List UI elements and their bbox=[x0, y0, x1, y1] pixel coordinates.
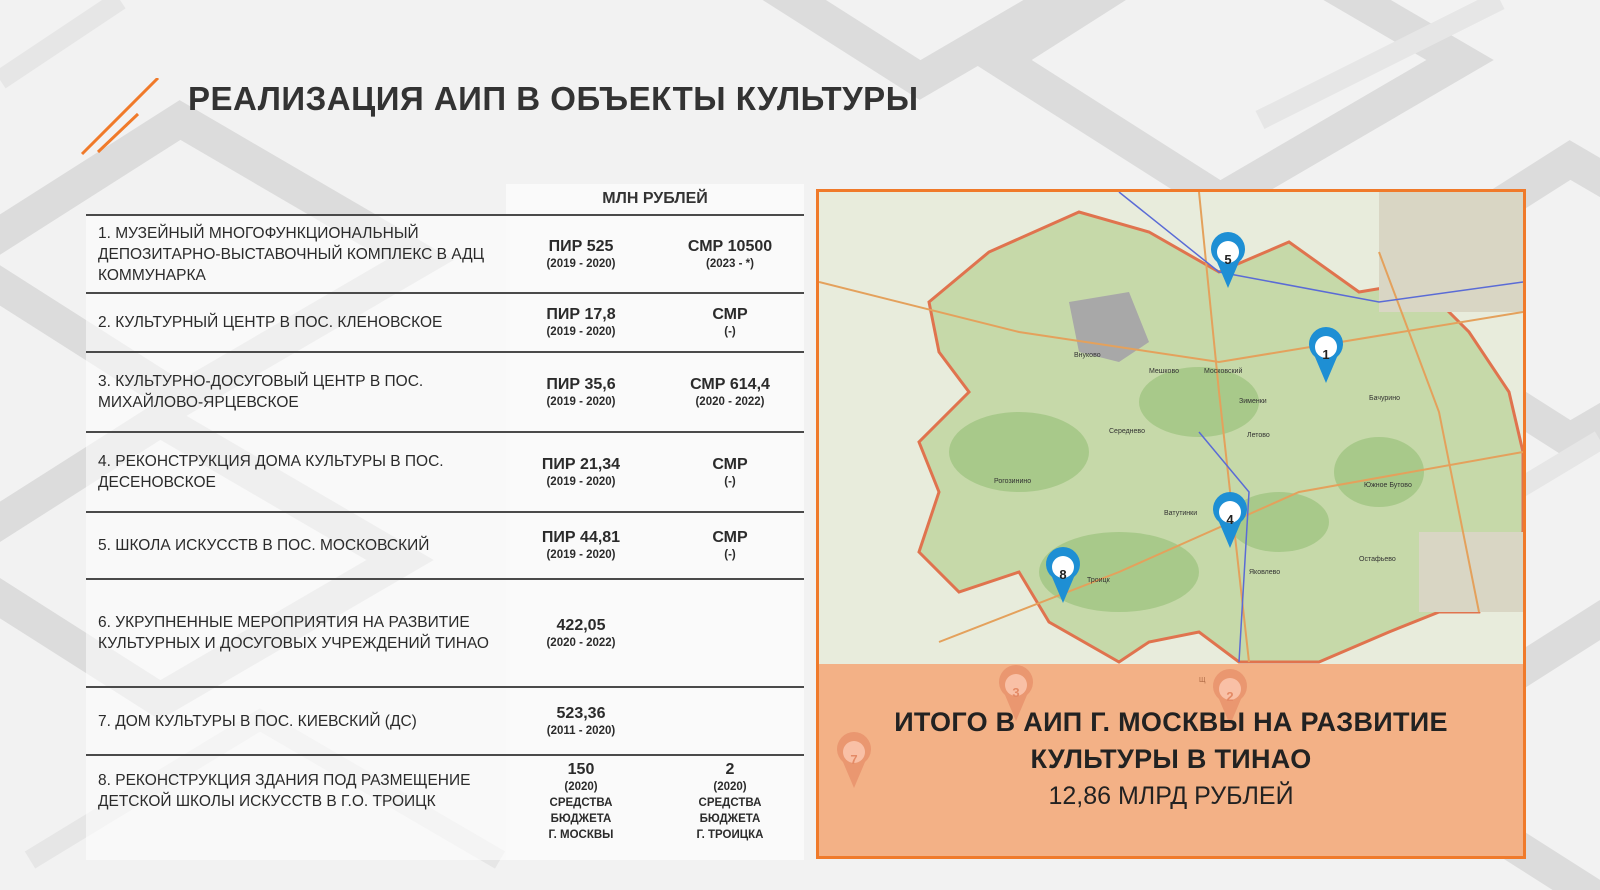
cell-value: 422,05 bbox=[556, 616, 606, 634]
table-row bbox=[86, 578, 804, 686]
cell-period: (-) bbox=[724, 549, 736, 561]
cell-value: 523,36 bbox=[556, 704, 606, 722]
cell-detail: (2020) bbox=[564, 781, 598, 793]
amount-cell bbox=[506, 688, 656, 754]
pir-cell bbox=[506, 294, 656, 351]
table-rows bbox=[86, 214, 804, 874]
smr-cell bbox=[656, 513, 804, 578]
pin-number: 1 bbox=[1322, 347, 1330, 362]
row-name: 4. РЕКОНСТРУКЦИЯ ДОМА КУЛЬТУРЫ В ПОС. ДЕСЕНОВСКОЕ bbox=[98, 453, 444, 491]
place-label: Мешково bbox=[1149, 368, 1179, 375]
table-row bbox=[86, 292, 804, 351]
table-row bbox=[86, 511, 804, 578]
amount-cell bbox=[506, 580, 656, 686]
cell-period: (2019 - 2020) bbox=[546, 549, 616, 561]
cell-value: 2 bbox=[725, 761, 735, 778]
troitsk-budget-cell bbox=[656, 756, 804, 874]
table-row bbox=[86, 754, 804, 874]
place-label: Ватутинки bbox=[1164, 510, 1198, 517]
cell-detail: (2020) bbox=[713, 781, 747, 793]
place-label: Остафьево bbox=[1359, 556, 1396, 563]
pir-cell bbox=[506, 433, 656, 511]
cell-detail: СРЕДСТВА bbox=[549, 797, 613, 809]
pir-cell bbox=[506, 513, 656, 578]
place-label: Троицк bbox=[1087, 577, 1110, 584]
cell-period: (2011 - 2020) bbox=[546, 724, 616, 737]
cell-value: СМР bbox=[712, 529, 748, 546]
map-panel bbox=[816, 189, 1526, 859]
table-row bbox=[86, 686, 804, 754]
place-label: Рогозинино bbox=[994, 478, 1032, 485]
cell-value: СМР 10500 bbox=[687, 237, 773, 255]
smr-cell bbox=[656, 433, 804, 511]
cell-period: (2020 - 2022) bbox=[695, 395, 765, 408]
cell-value: ПИР 17,8 bbox=[546, 306, 616, 323]
cell-value: ПИР 525 bbox=[548, 237, 614, 255]
cell-detail: СРЕДСТВА bbox=[698, 797, 762, 809]
cell-period: (2019 - 2020) bbox=[546, 326, 616, 338]
row-name: 6. УКРУПНЕННЫЕ МЕРОПРИЯТИЯ НА РАЗВИТИЕ КУЛЬТУРНЫХ И ДОСУГОВЫХ УЧРЕЖДЕНИЙ ТИНАО bbox=[98, 614, 489, 652]
place-label: Южное Бутово bbox=[1364, 482, 1412, 489]
pin-number: 3 bbox=[1012, 685, 1020, 700]
place-label: Внуково bbox=[1074, 352, 1101, 359]
row-name: 1. МУЗЕЙНЫЙ МНОГОФУНКЦИОНАЛЬНЫЙ ДЕПОЗИТАРНО-ВЫСТАВОЧНЫЙ КОМПЛЕКС В АДЦ КОММУНАРКА bbox=[98, 224, 485, 284]
pin-number: 4 bbox=[1226, 512, 1234, 527]
budget-table bbox=[86, 184, 804, 860]
place-label: Летово bbox=[1247, 432, 1270, 439]
cell-period: (-) bbox=[724, 326, 736, 338]
table-row bbox=[86, 431, 804, 511]
row-name: 2. КУЛЬТУРНЫЙ ЦЕНТР В ПОС. КЛЕНОВСКОЕ bbox=[98, 314, 443, 331]
cell-value: 150 bbox=[567, 761, 595, 778]
cell-period: (-) bbox=[724, 475, 736, 488]
pir-cell bbox=[506, 216, 656, 292]
cell-detail: Г. МОСКВЫ bbox=[548, 829, 614, 841]
moscow-budget-cell bbox=[506, 756, 656, 874]
table-row bbox=[86, 351, 804, 431]
cell-period: (2019 - 2020) bbox=[546, 475, 616, 488]
row-name: 5. ШКОЛА ИСКУССТВ В ПОС. МОСКОВСКИЙ bbox=[98, 537, 430, 554]
cell-value: СМР bbox=[712, 455, 748, 473]
place-label: Московский bbox=[1204, 368, 1243, 375]
pin-number: 8 bbox=[1059, 567, 1067, 582]
cell-value: ПИР 21,34 bbox=[541, 455, 621, 473]
accent-lines bbox=[80, 78, 170, 158]
cell-value: ПИР 35,6 bbox=[546, 375, 616, 393]
row-name: 3. КУЛЬТУРНО-ДОСУГОВЫЙ ЦЕНТР В ПОС. МИХАЙЛОВО-ЯРЦЕВСКОЕ bbox=[98, 373, 424, 411]
summary-line-1: ИТОГО В АИП Г. МОСКВЫ НА РАЗВИТИЕ bbox=[894, 707, 1448, 737]
cell-period: (2023 - *) bbox=[706, 257, 754, 270]
cell-period: (2020 - 2022) bbox=[546, 636, 616, 649]
unit-header: МЛН РУБЛЕЙ bbox=[602, 190, 708, 207]
place-label: Яковлево bbox=[1249, 569, 1281, 576]
pir-cell bbox=[506, 353, 656, 431]
place-label: Середнево bbox=[1109, 428, 1145, 435]
cell-value: СМР 614,4 bbox=[690, 375, 770, 393]
page-title: РЕАЛИЗАЦИЯ АИП В ОБЪЕКТЫ КУЛЬТУРЫ bbox=[188, 80, 919, 117]
cell-value: ПИР 44,81 bbox=[541, 529, 621, 546]
row-name: 8. РЕКОНСТРУКЦИЯ ЗДАНИЯ ПОД РАЗМЕЩЕНИЕ ДЕТСКОЙ ШКОЛЫ ИСКУССТВ В Г.О. ТРОИЦК bbox=[98, 772, 471, 810]
pin-number: 7 bbox=[850, 752, 858, 767]
cell-detail: БЮДЖЕТА bbox=[699, 813, 761, 825]
cell-detail: Г. ТРОИЦКА bbox=[696, 829, 764, 841]
place-label: Бачурино bbox=[1369, 395, 1400, 402]
smr-cell bbox=[656, 294, 804, 351]
cell-value: СМР bbox=[712, 306, 748, 323]
cell-period: (2019 - 2020) bbox=[546, 395, 616, 408]
cell-detail: БЮДЖЕТА bbox=[550, 813, 612, 825]
summary-text bbox=[819, 704, 1523, 814]
table-row bbox=[86, 214, 804, 292]
pin-number: 2 bbox=[1226, 689, 1234, 704]
summary-amount: 12,86 МЛРД РУБЛЕЙ bbox=[1048, 782, 1294, 810]
place-label: Зименки bbox=[1239, 398, 1267, 405]
smr-cell bbox=[656, 216, 804, 292]
smr-cell bbox=[656, 353, 804, 431]
summary-line-2: КУЛЬТУРЫ В ТИНАО bbox=[1030, 744, 1312, 774]
row-name: 7. ДОМ КУЛЬТУРЫ В ПОС. КИЕВСКИЙ (ДС) bbox=[98, 712, 417, 730]
cell-period: (2019 - 2020) bbox=[546, 257, 616, 270]
pin-number: 5 bbox=[1224, 252, 1232, 267]
